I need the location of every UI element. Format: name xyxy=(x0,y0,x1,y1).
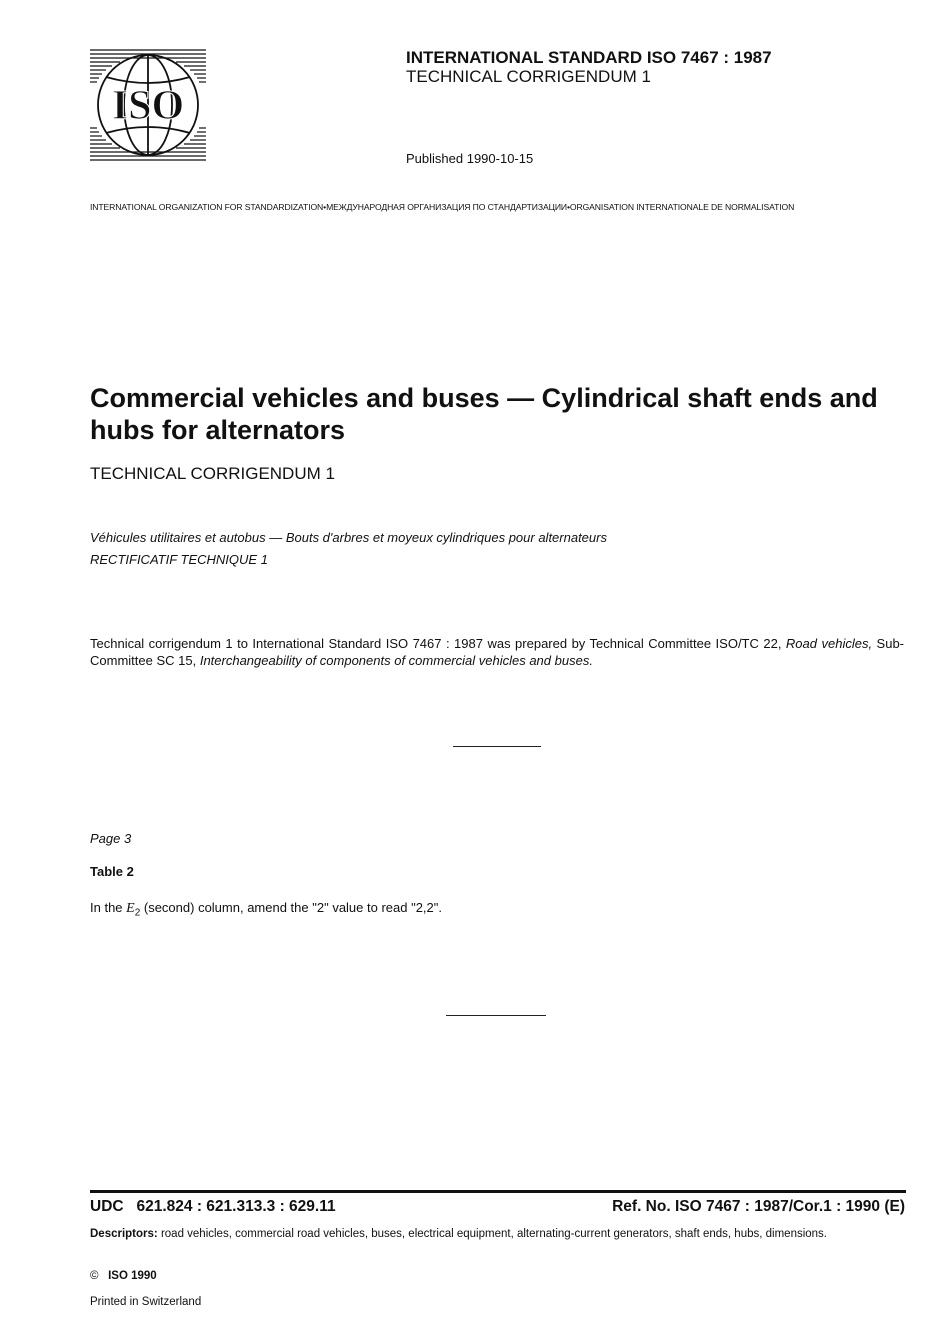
printed-location: Printed in Switzerland xyxy=(90,1296,202,1308)
symbol-subscript: 2 xyxy=(134,907,141,919)
copyright-text: ISO 1990 xyxy=(108,1270,157,1282)
french-subtitle: RECTIFICATIF TECHNIQUE 1 xyxy=(90,552,268,567)
svg-text:ISO: ISO xyxy=(111,83,185,129)
intro-text: Technical corrigendum 1 to International Standard ISO 7467 : 1987 was prepared by Technical Committee ISO/TC 22, xyxy=(90,636,786,651)
descriptors xyxy=(90,1226,902,1242)
symbol: E xyxy=(126,901,135,916)
page-reference: Page 3 xyxy=(90,831,132,846)
reference-number: Ref. No. ISO 7467 : 1987/Cor.1 : 1990 (E) xyxy=(612,1198,905,1215)
intro-paragraph xyxy=(90,635,904,669)
descriptors-label: Descriptors: xyxy=(90,1228,158,1240)
corrigendum-label: TECHNICAL CORRIGENDUM 1 xyxy=(406,67,651,86)
subcommittee-title: Interchangeability of components of commercial vehicles and buses. xyxy=(199,653,593,668)
descriptors-list: road vehicles, commercial road vehicles, buses, electrical equipment, alternating-current generators, shaft ends, hubs, dimensions. xyxy=(157,1228,828,1240)
table-reference: Table 2 xyxy=(90,864,134,879)
standard-number: INTERNATIONAL STANDARD ISO 7467 : 1987 xyxy=(406,48,772,67)
copyright xyxy=(90,1270,157,1282)
french-title: Véhicules utilitaires et autobus — Bouts d'arbres et moyeux cylindriques pour alternateurs xyxy=(90,530,607,545)
committee-title: Road vehicles, xyxy=(785,636,873,651)
organization-line: INTERNATIONAL ORGANIZATION FOR STANDARDIZATION•МЕЖДУНАРОДНАЯ ОРГАНИЗАЦИЯ ПО СТАНДАРТИЗАЦИИ•ORGANISATION INTERNATIONALE DE NORMALISATION xyxy=(90,202,795,212)
document-title: Commercial vehicles and buses — Cylindrical shaft ends and hubs for alternators xyxy=(90,383,878,445)
document-subtitle: TECHNICAL CORRIGENDUM 1 xyxy=(90,464,335,483)
published-date: Published 1990-10-15 xyxy=(406,151,534,166)
correction-text-part: In the xyxy=(90,900,127,915)
correction-text xyxy=(90,900,442,919)
footer-rule xyxy=(90,1190,906,1193)
intro-text: Sub-Committee SC 15, xyxy=(90,636,905,668)
udc-number: UDC 621.824 : 621.313.3 : 629.11 xyxy=(90,1198,336,1215)
divider xyxy=(446,1015,546,1016)
correction-text-part: (second) column, amend the "2" value to read "2,2". xyxy=(140,900,443,915)
copyright-icon: © xyxy=(90,1270,99,1282)
divider xyxy=(453,746,541,747)
iso-logo xyxy=(90,47,206,163)
